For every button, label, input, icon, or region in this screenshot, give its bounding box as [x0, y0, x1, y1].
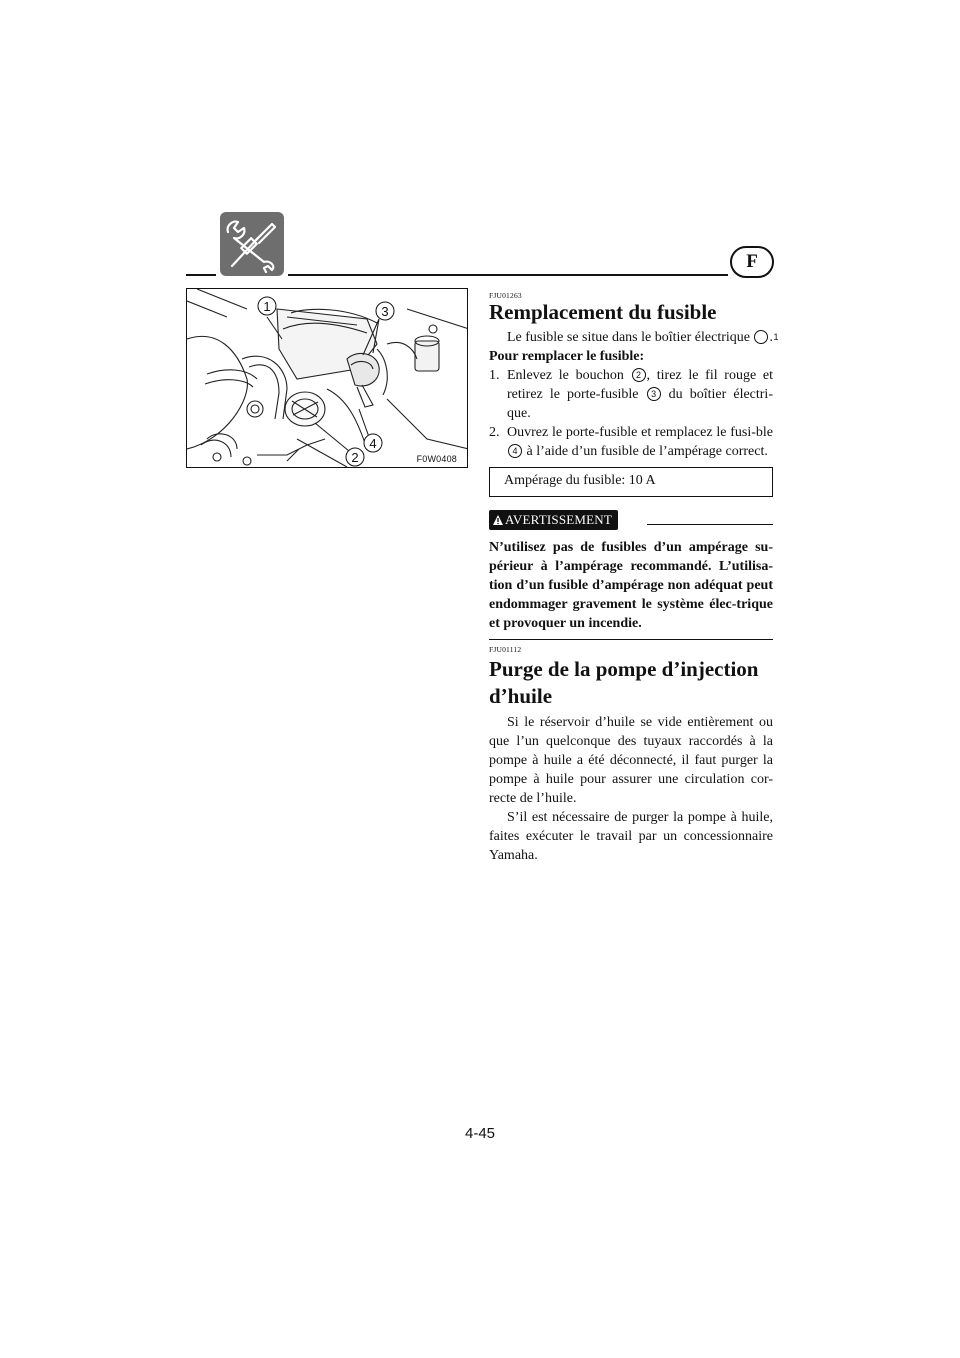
- section-ref-code: FJU01263: [489, 291, 522, 300]
- callout-1: 1: [263, 299, 271, 314]
- warning-label: AVERTISSEMENT: [489, 510, 618, 530]
- warning-rule: [647, 524, 773, 525]
- paragraph: S’il est nécessaire de purger la pompe à huile, faites exécuter le travail par un concessionnaire Yamaha.: [489, 810, 773, 863]
- warning-triangle-icon: [493, 513, 503, 529]
- fuse-location-figure: [186, 288, 468, 468]
- list-item: 2. Ouvrez le porte-fusible et remplacez le fusi-ble 4 à l’aide d’un fusible de l’ampérage correct.: [489, 425, 773, 459]
- figure-code: F0W0408: [416, 454, 457, 464]
- callout-ref: 2: [632, 368, 646, 382]
- paragraph: Si le réservoir d’huile se vide entièrement ou que l’un quelconque des tuyaux raccordés à la pompe à huile a été déconnecté, il faut purger la pompe à huile pour assurer une circulation cor-recte de l’huile.: [489, 715, 773, 806]
- callout-2: 2: [351, 450, 359, 465]
- warning-text: N’utilisez pas de fusibles d’un ampérage su-périeur à l’ampérage recommandé. L’utilisa-tion d’un fusible d’ampérage non adéquat peut endommager gravement le système élec-trique et provoquer un incendie.: [489, 538, 773, 640]
- header-rule-right: [288, 274, 728, 276]
- section-oil-pump-bleeding: [489, 645, 773, 865]
- callout-ref: 4: [508, 444, 522, 458]
- wrench-screwdriver-icon: [220, 212, 284, 276]
- section-title: Remplacement du fusible: [489, 300, 717, 324]
- callout-4: 4: [369, 436, 377, 451]
- callout-3: 3: [381, 304, 389, 319]
- callout-ref: 3: [647, 387, 661, 401]
- language-badge: F: [730, 246, 774, 278]
- section-ref-code: FJU01112: [489, 645, 522, 654]
- intro-paragraph: Le fusible se situe dans le boîtier électrique 1.: [507, 330, 779, 345]
- callout-ref: 1: [754, 330, 768, 344]
- section-fuse-replacement: [489, 291, 779, 461]
- page-number: 4-45: [464, 1125, 496, 1142]
- header-rule-left: [186, 274, 216, 276]
- procedure-subhead: Pour remplacer le fusible:: [489, 349, 645, 364]
- section-title: Purge de la pompe d’injection d’huile: [489, 657, 759, 708]
- fuse-rating-box: Ampérage du fusible: 10 A: [489, 467, 773, 497]
- warning-block: [489, 510, 773, 640]
- list-item: 1. Enlevez le bouchon 2 , tirez le fil rouge et retirez le porte-fusible 3 du boîtier électri-que.: [489, 368, 773, 421]
